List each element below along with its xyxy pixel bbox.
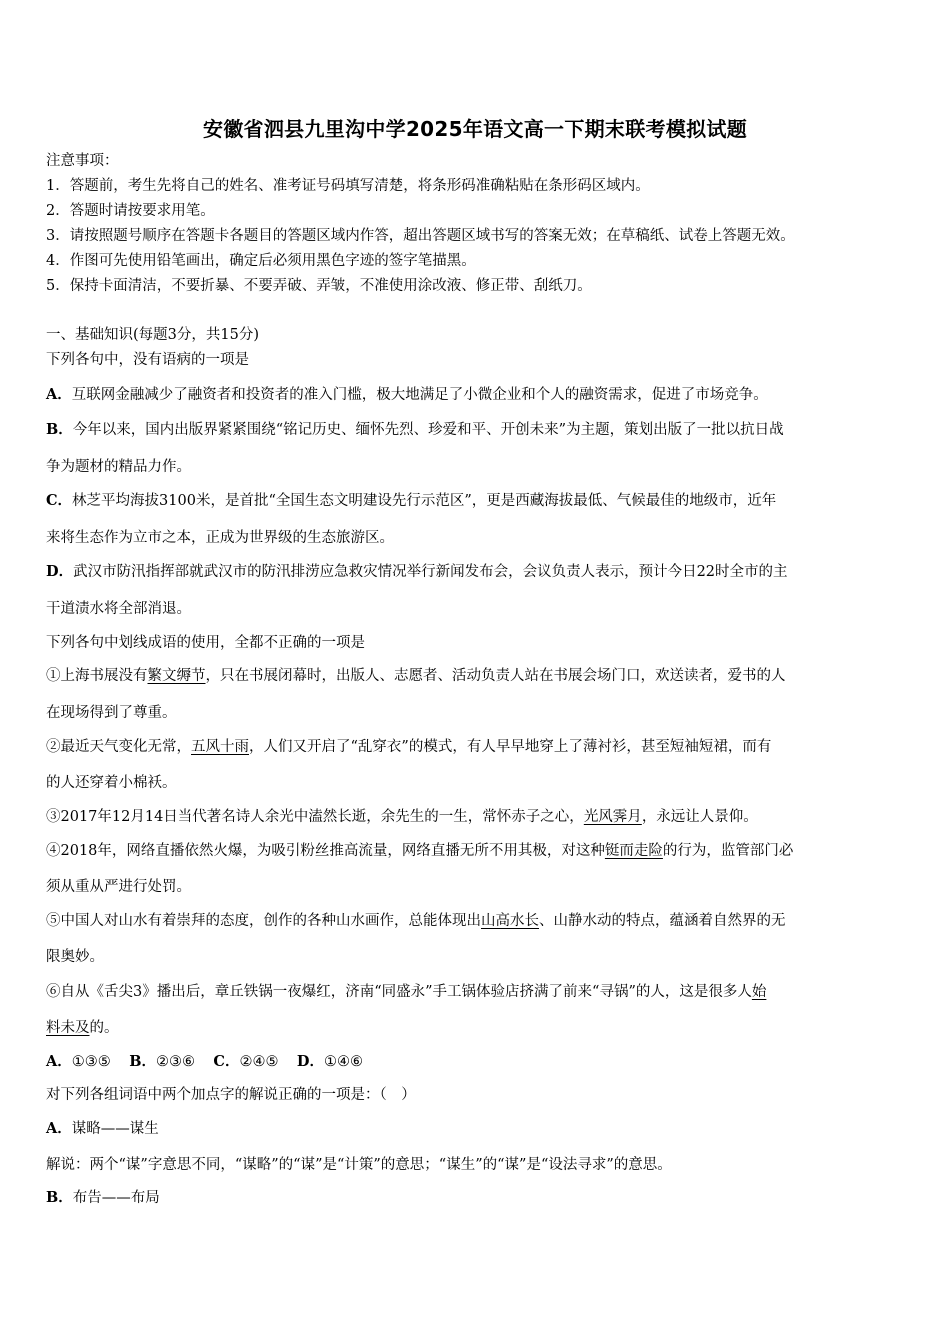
- option-label: C．: [213, 1053, 240, 1070]
- sentence-4-cont: 须从重从严进行处罚。: [46, 879, 191, 895]
- sentence-text: ③2017年12月14日当代著名诗人余光中溘然长逝，余先生的一生，常怀赤子之心，: [46, 809, 584, 825]
- option-a: [46, 1119, 159, 1139]
- option-label: B．: [129, 1053, 156, 1070]
- notice-item: 3．请按照题号顺序在答题卡各题目的答题区域内作答，超出答题区域书写的答案无效；在草稿纸、试卷上答题无效。: [46, 228, 795, 244]
- underlined-idiom: 光风霁月: [583, 809, 642, 825]
- option-d: [46, 562, 788, 582]
- notice-item: 2．答题时请按要求用笔。: [46, 203, 215, 219]
- option-text: ①③⑤: [71, 1054, 111, 1070]
- sentence-1-cont: 在现场得到了尊重。: [46, 705, 177, 721]
- option-label: D．: [296, 1053, 324, 1070]
- option-label: A．: [46, 1053, 72, 1070]
- explanation: 解说：两个“谋”字意思不同，“谋略”的“谋”是“计策”的意思；“谋生”的“谋”是“设法寻求”的意思。: [46, 1157, 672, 1173]
- notice-item: 5．保持卡面清洁，不要折暴、不要弄破、弄皱，不准使用涂改液、修正带、刮纸刀。: [46, 278, 592, 294]
- sentence-2-cont: 的人还穿着小棉袄。: [46, 775, 177, 791]
- question-stem: 下列各句中，没有语病的一项是: [46, 352, 249, 368]
- sentence-text: 的行为，监管部门必: [662, 843, 794, 859]
- sentence-2: [46, 737, 771, 757]
- sentence-text: ④2018年，网络直播依然火爆，为吸引粉丝推高流量，网络直播无所不用其极，对这种: [46, 843, 605, 859]
- sentence-1: [46, 666, 786, 686]
- answer-options: [46, 1052, 363, 1072]
- option-c: [46, 491, 776, 511]
- sentence-text: ②最近天气变化无常，: [46, 739, 191, 755]
- option-label: B．: [46, 421, 73, 438]
- sentence-text: ①上海书展没有: [46, 668, 148, 684]
- sentence-6: [46, 982, 766, 1002]
- option-b: [46, 420, 784, 440]
- option-label: A．: [46, 1120, 72, 1137]
- option-label: B．: [46, 1189, 73, 1206]
- sentence-4: [46, 841, 793, 861]
- option-text: ①④⑥: [323, 1054, 363, 1070]
- option-label: A．: [46, 386, 72, 403]
- underlined-idiom: 五风十雨: [191, 739, 249, 755]
- sentence-6-cont: [46, 1018, 119, 1038]
- underlined-idiom: 始: [751, 984, 767, 1000]
- option-text: 武汉市防汛指挥部就武汉市的防汛排涝应急救灾情况举行新闻发布会，会议负责人表示，预计今日22时全市的主: [73, 564, 788, 580]
- option-text: 谋略——谋生: [71, 1121, 159, 1137]
- option-text: 布告——布局: [72, 1190, 160, 1206]
- notice-item: 1．答题前，考生先将自己的姓名、准考证号码填写清楚，将条形码准确粘贴在条形码区域内。: [46, 178, 650, 194]
- option-label: D．: [46, 563, 74, 580]
- sentence-5: [46, 911, 786, 931]
- underlined-idiom: 铤而走险: [604, 843, 663, 859]
- underlined-idiom: 料未及: [46, 1020, 90, 1036]
- sentence-text: ，永远让人景仰。: [641, 809, 758, 825]
- option-text: 林芝平均海拔3100米，是首批“全国生态文明建设先行示范区”，更是西藏海拔最低、气候最佳的地级市，近年: [72, 493, 777, 509]
- option-text: ②③⑥: [155, 1054, 195, 1070]
- option-a: [46, 385, 768, 405]
- sentence-text: ，人们又开启了“乱穿衣”的模式，有人早早地穿上了薄衬衫，甚至短袖短裙，而有: [249, 739, 772, 755]
- option-text: 今年以来，国内出版界紧紧围绕“铭记历史、缅怀先烈、珍爱和平、开创未来”为主题，策划出版了一批以抗日战: [72, 422, 784, 438]
- underlined-idiom: 繁文缛节: [147, 668, 206, 684]
- sentence-text: ⑤中国人对山水有着崇拜的态度，创作的各种山水画作，总能体现出: [46, 913, 481, 929]
- page-title: 安徽省泗县九里沟中学2025年语文高一下期末联考模拟试题: [202, 117, 748, 141]
- sentence-5-cont: 限奥妙。: [46, 949, 104, 965]
- sentence-text: 的。: [89, 1020, 119, 1036]
- question-stem: 下列各句中划线成语的使用，全都不正确的一项是: [46, 635, 365, 651]
- section-heading: 一、基础知识(每题3分，共15分): [46, 327, 259, 343]
- notice-heading: 注意事项：: [46, 153, 119, 169]
- sentence-text: 、山静水动的特点，蕴涵着自然界的无: [539, 913, 786, 929]
- option-text: ②④⑤: [239, 1054, 279, 1070]
- notice-item: 4．作图可先使用铅笔画出，确定后必须用黑色字迹的签字笔描黑。: [46, 253, 476, 269]
- option-b-cont: 争为题材的精品力作。: [46, 459, 191, 475]
- option-label: C．: [46, 492, 73, 509]
- option-b: [46, 1188, 160, 1208]
- option-text: 互联网金融减少了融资者和投资者的准入门槛，极大地满足了小微企业和个人的融资需求，促进了市场竞争。: [71, 387, 768, 403]
- option-d-cont: 干道渍水将全部消退。: [46, 601, 191, 617]
- underlined-idiom: 山高水长: [481, 913, 539, 929]
- option-c-cont: 来将生态作为立市之本，正成为世界级的生态旅游区。: [46, 530, 394, 546]
- sentence-text: ，只在书展闭幕时，出版人、志愿者、活动负责人站在书展会场门口，欢送读者，爱书的人: [205, 668, 786, 684]
- sentence-text: ⑥自从《舌尖3》播出后，章丘铁锅一夜爆红，济南“同盛永”手工锅体验店挤满了前来“寻锅”的人，这是很多人: [46, 984, 752, 1000]
- sentence-3: [46, 807, 758, 827]
- question-stem: 对下列各组词语中两个加点字的解说正确的一项是：（ ）: [46, 1087, 416, 1103]
